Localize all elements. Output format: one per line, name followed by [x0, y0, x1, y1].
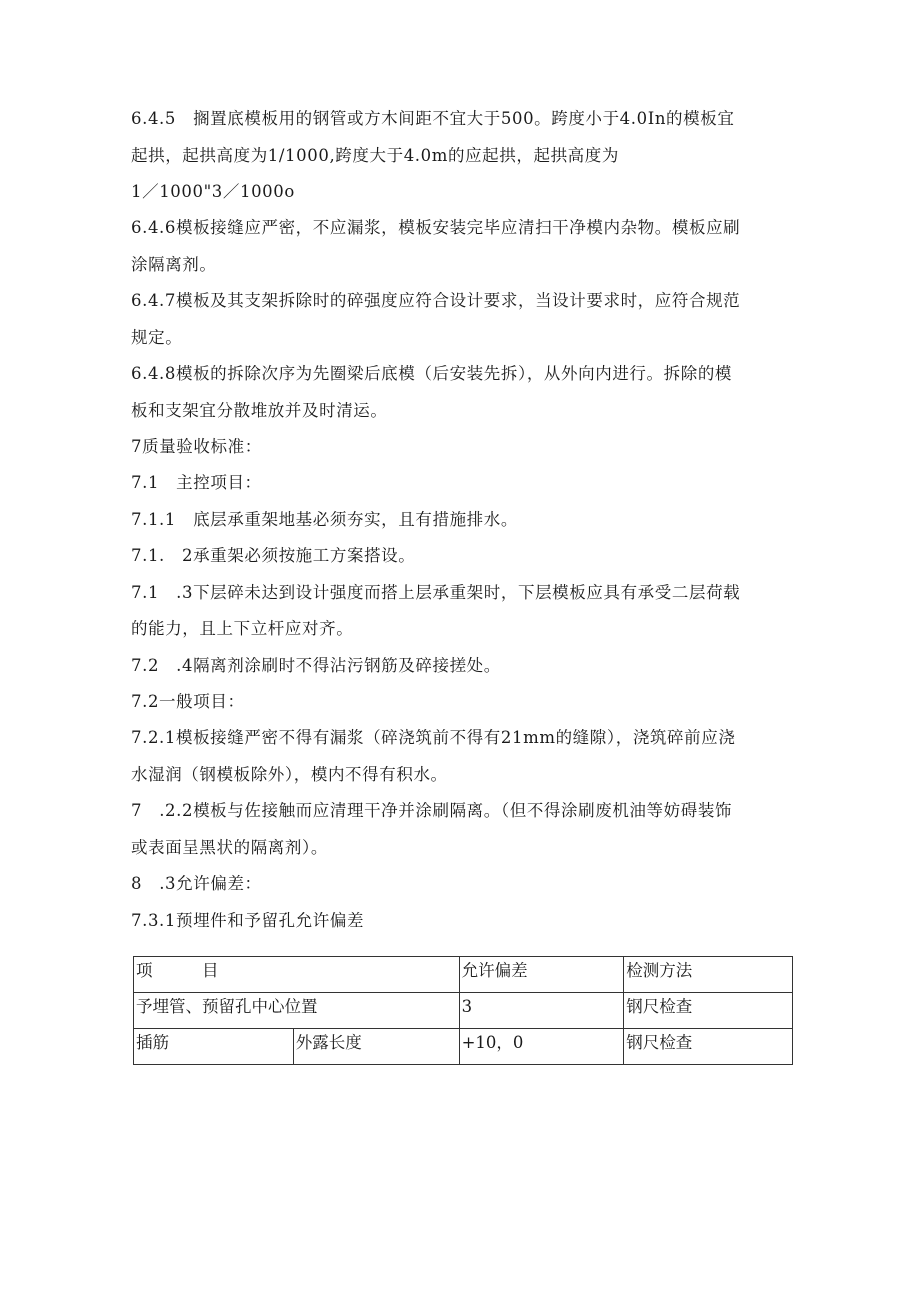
- table-header-item: 项 目: [134, 957, 460, 993]
- section-heading: 7质量验收标准：: [131, 437, 262, 456]
- tolerance-table: [133, 956, 793, 1065]
- text-line: 7.2.1模板接缝严密不得有漏浆（碎浇筑前不得有21mm的缝隙），浇筑碎前应浇: [131, 728, 736, 747]
- text-line: 7 .2.2模板与佐接触而应清理干净并涂刷隔离。（但不得涂刷废机油等妨碍装饰: [131, 801, 733, 820]
- text-line: 6.4.5 搁置底模板用的钢管或方木间距不宜大于500。跨度小于4.0In的模板宜: [131, 109, 735, 128]
- text-line: 6.4.7模板及其支架拆除时的碎强度应符合设计要求，当设计要求时，应符合规范: [131, 291, 741, 310]
- table-cell-method: 钢尺检查: [624, 993, 793, 1029]
- text-line: 7.2 .4隔离剂涂刷时不得沾污钢筋及碎接搓处。: [131, 656, 501, 675]
- table-cell-item: 予埋管、预留孔中心位置: [134, 993, 460, 1029]
- table-cell-method: 钢尺检查: [624, 1029, 793, 1065]
- text-line: 涂隔离剂。: [131, 255, 217, 274]
- text-line: 或表面呈黑状的隔离剂）。: [131, 838, 328, 857]
- table-header-method: 检测方法: [624, 957, 793, 993]
- table-cell-item: 插筋: [134, 1029, 294, 1065]
- text-line: 7.1 .3下层碎未达到设计强度而搭上层承重架时，下层模板应具有承受二层荷载: [131, 583, 741, 602]
- table-header-row: [134, 957, 793, 993]
- table-row: [134, 1029, 793, 1065]
- text-line: 7.2一般项目：: [131, 692, 245, 711]
- text-line: 的能力，且上下立杆应对齐。: [131, 619, 354, 638]
- table-row: [134, 993, 793, 1029]
- table-header-tolerance: 允许偏差: [459, 957, 624, 993]
- text-line: 7.1.1 底层承重架地基必须夯实，且有措施排水。: [131, 510, 518, 529]
- text-line: 1／1000"3／1000o: [131, 182, 295, 201]
- text-line: 6.4.8模板的拆除次序为先圈梁后底模（后安装先拆），从外向内进行。拆除的模: [131, 364, 733, 383]
- text-line: 7.3.1预埋件和予留孔允许偏差: [131, 911, 365, 930]
- table-cell-sub-item: 外露长度: [293, 1029, 459, 1065]
- text-line: 7.1. 2承重架必须按施工方案搭设。: [131, 546, 416, 565]
- text-line: 水湿润（钢模板除外），模内不得有积水。: [131, 765, 448, 784]
- text-line: 7.1 主控项目：: [131, 473, 262, 492]
- text-line: 8 .3允许偏差：: [131, 874, 262, 893]
- text-line: 板和支架宜分散堆放并及时清运。: [131, 401, 388, 420]
- text-line: 起拱，起拱高度为1/1000,跨度大于4.0m的应起拱，起拱高度为: [131, 146, 619, 165]
- text-line: 6.4.6模板接缝应严密，不应漏浆，模板安装完毕应清扫干净模内杂物。模板应刷: [131, 218, 741, 237]
- text-line: 规定。: [131, 328, 183, 347]
- table-cell-tolerance: 3: [459, 993, 624, 1029]
- table-cell-tolerance: +10，0: [459, 1029, 624, 1065]
